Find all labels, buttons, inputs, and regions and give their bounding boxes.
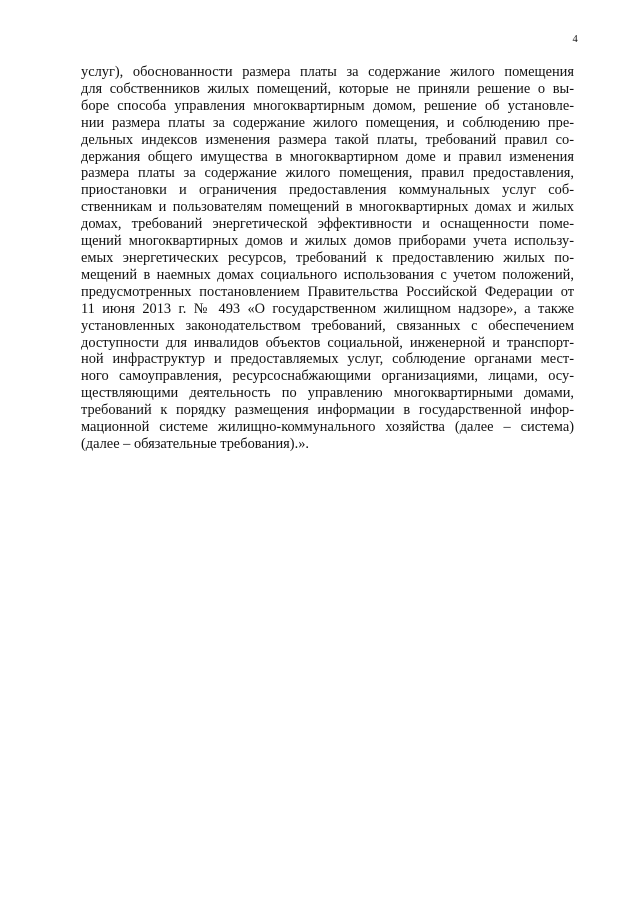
text-line: боре способа управления многоквартирным домом, решение об установле-: [81, 97, 574, 114]
text-line: дельных индексов изменения размера такой платы, требований правил со-: [81, 131, 574, 148]
text-line: ственникам и пользователям помещений в многоквартирных домах и жилых: [81, 199, 574, 216]
text-line: ществляющими деятельность по управлению многоквартирными домами,: [81, 385, 574, 402]
page-number: 4: [572, 34, 578, 45]
text-line: ного самоуправления, ресурсоснабжающими организациями, лицами, осу-: [81, 368, 574, 385]
text-line: для собственников жилых помещений, которые не приняли решение о вы-: [81, 80, 574, 97]
text-line: (далее – обязательные требования).».: [81, 435, 309, 452]
text-line: емых энергетических ресурсов, требований к предоставлению жилых по-: [81, 249, 574, 266]
text-line: щений многоквартирных домов и жилых домов приборами учета использу-: [81, 233, 574, 250]
text-line: 11 июня 2013 г. № 493 «О государственном жилищном надзоре», а также: [81, 300, 574, 317]
text-line: приостановки и ограничения предоставления коммунальных услуг соб-: [81, 182, 574, 199]
text-line: размера платы за содержание жилого помещения, правил предоставления,: [81, 165, 574, 182]
text-line: мационной системе жилищно-коммунального хозяйства (далее – система): [81, 419, 574, 436]
text-line: услуг), обоснованности размера платы за содержание жилого помещения: [81, 64, 574, 80]
text-line: установленных законодательством требований, связанных с обеспечением: [81, 317, 574, 334]
text-line: домах, требований энергетической эффективности и оснащенности поме-: [81, 216, 574, 233]
text-line: держания общего имущества в многоквартирном доме и правил изменения: [81, 148, 574, 165]
text-line: предусмотренных постановлением Правительства Российской Федерации от: [81, 283, 574, 300]
text-line: требований к порядку размещения информации в государственной инфор-: [81, 402, 574, 419]
text-line: доступности для инвалидов объектов социальной, инженерной и транспорт-: [81, 334, 574, 351]
text-line: мещений в наемных домах социального использования с учетом положений,: [81, 266, 574, 283]
text-line: ной инфраструктур и предоставляемых услуг, соблюдение органами мест-: [81, 351, 574, 368]
text-line: нии размера платы за содержание жилого помещения, и соблюдению пре-: [81, 114, 574, 131]
body-paragraph: [81, 64, 574, 453]
